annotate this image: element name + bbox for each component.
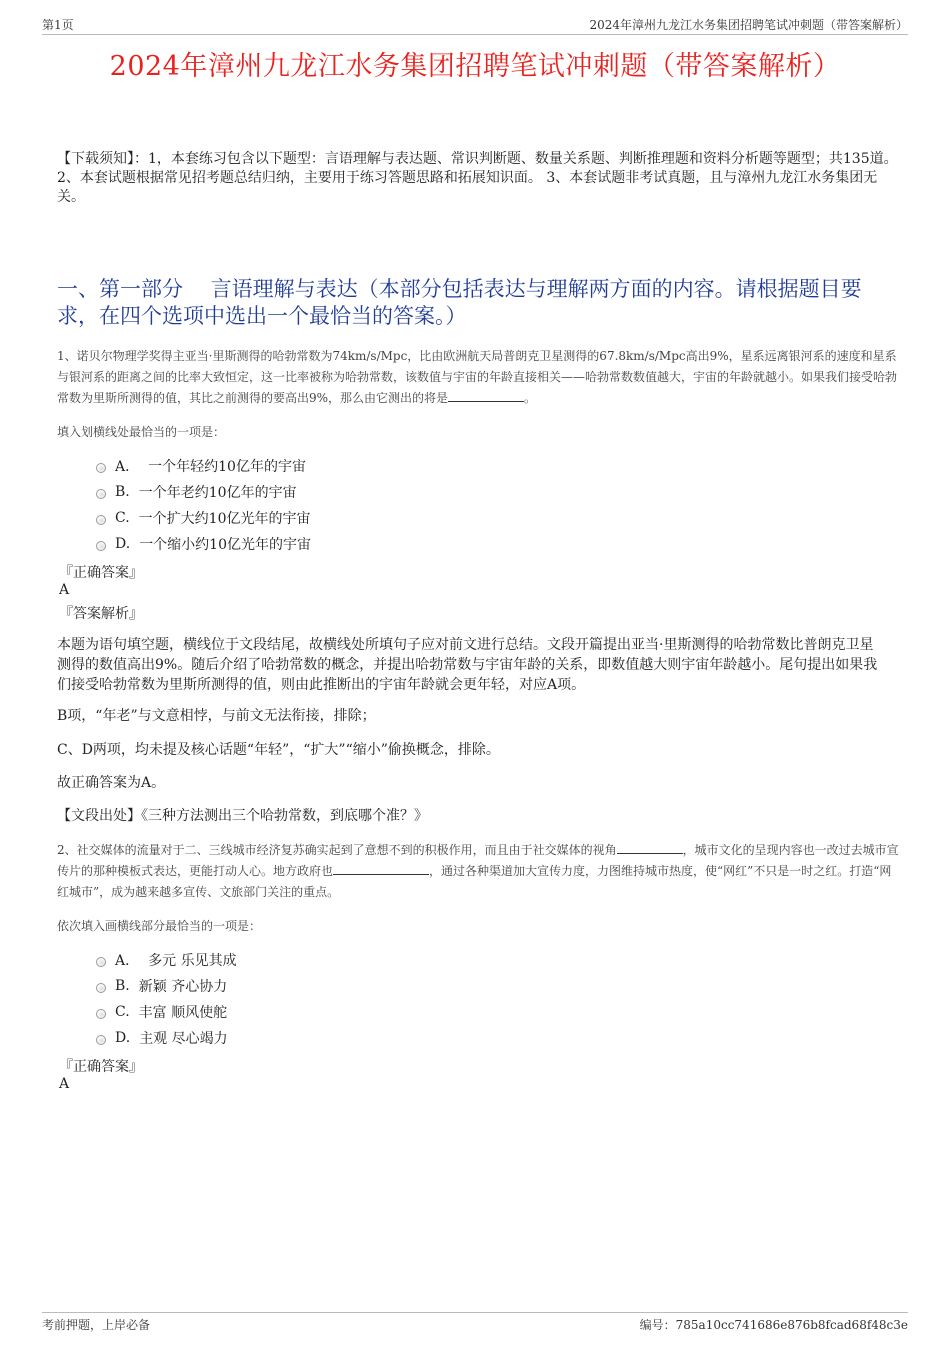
radio-button-icon[interactable] xyxy=(96,541,106,551)
page-footer xyxy=(42,1312,908,1332)
radio-button-icon[interactable] xyxy=(96,1009,106,1019)
question-2-prompt: 依次填入画横线部分最恰当的一项是： xyxy=(57,919,262,933)
option-text: 新颖 齐心协力 xyxy=(138,979,228,995)
radio-button-icon[interactable] xyxy=(96,463,106,473)
footer-slogan: 考前押题，上岸必备 xyxy=(42,1318,151,1332)
question-1-stem: 1、诺贝尔物理学奖得主亚当·里斯测得的哈勃常数为74km/s/Mpc，比由欧洲航天局普朗克卫星测得的67.8km/s/Mpc高出9%，星系远离银河系的速度和星系与银河系的距离之间的比率大致恒定，这一比率被称为哈勃常数，该数值与宇宙的年龄直接相关——哈勃常数数值越大，宇宙的年龄就越小。如果我们接受哈勃常数为里斯所测得的值，其比之前测得的要高出9%，那么由它测出的将是 xyxy=(57,349,898,405)
option-letter: B. xyxy=(115,978,130,994)
option-letter: A． xyxy=(115,459,140,475)
section-title: 一、第一部分 言语理解与表达（本部分包括表达与理解两方面的内容。请根据题目要求，在四个选项中选出一个最恰当的答案。） xyxy=(57,277,862,328)
analysis-option-b: B项，“年老”与文意相悖，与前文无法衔接，排除； xyxy=(57,708,376,724)
radio-button-icon[interactable] xyxy=(96,1035,106,1045)
option-text: 丰富 顺风使舵 xyxy=(138,1005,228,1021)
option-a[interactable] xyxy=(96,453,596,479)
document-title: 2024年漳州九龙江水务集团招聘笔试冲刺题（带答案解析） xyxy=(109,51,841,82)
option-letter: A． xyxy=(115,953,140,969)
question-2-options xyxy=(96,947,596,1051)
question-2-stem-part2: ，城市文化的呈现内容也一改过去城市宣传片的那种模板式表达，更能打动人心。地方政府也 xyxy=(57,843,899,878)
question-1-blank xyxy=(448,388,524,402)
radio-button-icon[interactable] xyxy=(96,983,106,993)
download-notice: 【下载须知】：1，本套练习包含以下题型：言语理解与表达题、常识判断题、数量关系题、判断推理题和资料分析题等题型；共135道。 2、本套试题根据常见招考题总结归纳，主要用于练习答题思路和拓展知识面。 3、本套试题非考试真题，且与漳州九龙江水务集团无关。 xyxy=(57,151,898,205)
option-d[interactable] xyxy=(96,531,596,557)
analysis-conclusion: 故正确答案为A。 xyxy=(57,775,166,791)
option-letter: C. xyxy=(115,1004,130,1020)
page-header xyxy=(42,14,908,35)
option-letter: C. xyxy=(115,510,130,526)
analysis-option-cd: C、D两项，均未提及核心话题“年轻”，“扩大”“缩小”偷换概念，排除。 xyxy=(57,742,500,758)
option-c[interactable] xyxy=(96,999,596,1025)
radio-button-icon[interactable] xyxy=(96,957,106,967)
correct-answer-label: 『正确答案』 xyxy=(59,1059,143,1075)
option-text: 一个年轻约10亿年的宇宙 xyxy=(148,459,306,475)
radio-button-icon[interactable] xyxy=(96,515,106,525)
option-text: 多元 乐见其成 xyxy=(148,953,237,969)
correct-answer-label: 『正确答案』 xyxy=(59,565,143,581)
correct-answer-value: A xyxy=(59,582,70,598)
question-2-blank-2 xyxy=(333,861,429,875)
question-1-text xyxy=(57,346,903,409)
option-b[interactable] xyxy=(96,479,596,505)
running-title: 2024年漳州九龙江水务集团招聘笔试冲刺题（带答案解析） xyxy=(589,18,908,32)
question-2-text xyxy=(57,840,903,903)
page-number: 第1页 xyxy=(42,18,74,32)
question-1-stem-end: 。 xyxy=(524,391,537,405)
analysis-paragraph: 本题为语句填空题，横线位于文段结尾，故横线处所填句子应对前文进行总结。文段开篇提出亚当·里斯测得的哈勃常数比普朗克卫星测得的数值高出9%。随后介绍了哈勃常数的概念，并提出哈勃常数与宇宙年龄的关系，即数值越大则宇宙年龄越小。尾句提出如果我们接受哈勃常数为里斯所测得的值，则由此推断出的宇宙年龄就会更年轻，对应A项。 xyxy=(57,637,878,693)
option-a[interactable] xyxy=(96,947,596,973)
source-citation: 【文段出处】《三种方法测出三个哈勃常数，到底哪个准？》 xyxy=(57,808,428,824)
option-text: 一个缩小约10亿光年的宇宙 xyxy=(139,537,312,553)
question-2-blank-1 xyxy=(617,840,683,854)
question-2-stem-part3: ，通过各种渠道加大宣传力度，力图维持城市热度，使“网红”不只是一时之红。打造“网红城市”，成为越来越多宣传、文旅部门关注的重点。 xyxy=(57,864,892,899)
option-text: 一个扩大约10亿光年的宇宙 xyxy=(138,511,311,527)
document-code: 编号：785a10cc741686e876b8fcad68f48c3e xyxy=(639,1318,908,1332)
answer-analysis-label: 『答案解析』 xyxy=(59,606,143,622)
option-c[interactable] xyxy=(96,505,596,531)
option-text: 一个年老约10亿年的宇宙 xyxy=(138,485,297,501)
question-1-prompt: 填入划横线处最恰当的一项是： xyxy=(57,425,226,439)
option-letter: D. xyxy=(115,536,131,552)
radio-button-icon[interactable] xyxy=(96,489,106,499)
option-letter: B. xyxy=(115,484,130,500)
option-text: 主观 尽心竭力 xyxy=(139,1031,228,1047)
option-d[interactable] xyxy=(96,1025,596,1051)
question-1-options xyxy=(96,453,596,557)
option-letter: D. xyxy=(115,1030,131,1046)
question-2-stem-part1: 2、社交媒体的流量对于二、三线城市经济复苏确实起到了意想不到的积极作用，而且由于社交媒体的视角 xyxy=(57,843,617,857)
correct-answer-value: A xyxy=(59,1076,70,1092)
option-b[interactable] xyxy=(96,973,596,999)
